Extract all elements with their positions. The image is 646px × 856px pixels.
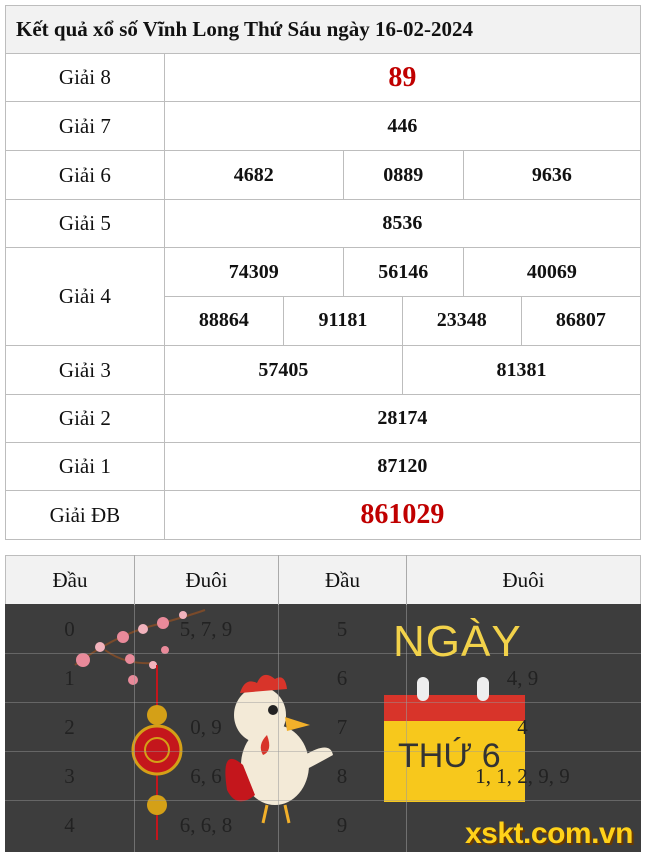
loto-head-digit: 9 xyxy=(336,813,348,837)
loto-row xyxy=(5,605,641,654)
prize-label: Giải 2 xyxy=(6,395,165,443)
loto-tail-digits xyxy=(134,654,278,703)
loto-header-head: Đầu xyxy=(6,556,135,605)
loto-head-digit: 5 xyxy=(336,617,348,641)
prize-value: 40069 xyxy=(463,248,640,296)
loto-tail-digits: 4 xyxy=(517,715,528,739)
prize-value: 57405 xyxy=(165,346,403,394)
prize-row-g2 xyxy=(6,395,641,443)
prize-value: 446 xyxy=(164,102,640,151)
prize-row-g7 xyxy=(6,102,641,151)
loto-header-tail: Đuôi xyxy=(135,556,279,605)
prize-value: 23348 xyxy=(402,297,521,345)
loto-head-digit: 8 xyxy=(336,764,348,788)
prize-value: 9636 xyxy=(531,163,572,186)
brand-watermark: xskt.com.vn xyxy=(465,817,633,850)
prize-value: 8536 xyxy=(164,200,640,248)
prize-row-g6 xyxy=(6,151,641,200)
loto-head-digit: 0 xyxy=(64,617,75,641)
loto-tail-digits: 4, 9 xyxy=(506,666,539,690)
loto-row xyxy=(5,654,641,703)
prize-row-g5 xyxy=(6,200,641,248)
loto-header-tail: Đuôi xyxy=(502,568,545,592)
prize-value: 87120 xyxy=(164,443,640,491)
loto-tail-digits: 0, 9 xyxy=(190,715,222,739)
prize-value: 81381 xyxy=(496,358,547,381)
prize-value: 4682 xyxy=(165,151,344,199)
prize-label: Giải 1 xyxy=(6,443,165,491)
loto-head-digit: 4 xyxy=(64,813,75,837)
prize-value: 56146 xyxy=(343,248,463,296)
prize-value: 86807 xyxy=(555,309,606,332)
results-table xyxy=(5,5,641,540)
prize-label: Giải 3 xyxy=(6,346,165,395)
loto-tail-digits: 6, 6 xyxy=(190,764,222,788)
prize-value: 28174 xyxy=(164,395,640,443)
prize-row-g4 xyxy=(6,248,641,346)
prize-label: Giải 5 xyxy=(6,200,165,248)
prize-row-g1 xyxy=(6,443,641,491)
prize-value: 91181 xyxy=(284,297,403,345)
prize-value: 74309 xyxy=(165,248,344,296)
prize-row-g8 xyxy=(6,54,641,102)
weekday-overlay-text: THỨ 6 xyxy=(398,737,501,775)
prize-label: Giải ĐB xyxy=(6,491,165,540)
loto-header-head: Đầu xyxy=(279,556,407,605)
prize-label: Giải 8 xyxy=(6,54,165,102)
prize-row-gdb xyxy=(6,491,641,540)
ngay-overlay-text: NGÀY xyxy=(393,617,522,666)
prize-label: Giải 4 xyxy=(6,248,165,346)
prize-row-g3 xyxy=(6,346,641,395)
prize-value: 89 xyxy=(164,54,640,102)
page-title: Kết quả xổ số Vĩnh Long Thứ Sáu ngày 16-02-2024 xyxy=(6,6,641,54)
loto-tail-digits: 5, 7, 9 xyxy=(179,617,233,641)
loto-tail-digits: 6, 6, 8 xyxy=(179,813,233,837)
loto-head-digit: 1 xyxy=(64,666,75,690)
loto-head-digit: 7 xyxy=(336,715,348,739)
loto-header xyxy=(5,555,641,604)
prize-value-special: 861029 xyxy=(164,491,640,540)
loto-head-digit: 2 xyxy=(64,715,75,739)
loto-head-digit: 6 xyxy=(336,666,348,690)
prize-label: Giải 6 xyxy=(6,151,165,200)
loto-table xyxy=(5,555,641,852)
prize-label: Giải 7 xyxy=(6,102,165,151)
loto-row xyxy=(5,752,641,801)
loto-head-digit: 3 xyxy=(64,764,75,788)
loto-tail-digits: 1, 1, 2, 9, 9 xyxy=(475,764,570,788)
prize-value: 88864 xyxy=(165,297,284,345)
prize-value: 0889 xyxy=(343,151,463,199)
loto-row xyxy=(5,703,641,752)
